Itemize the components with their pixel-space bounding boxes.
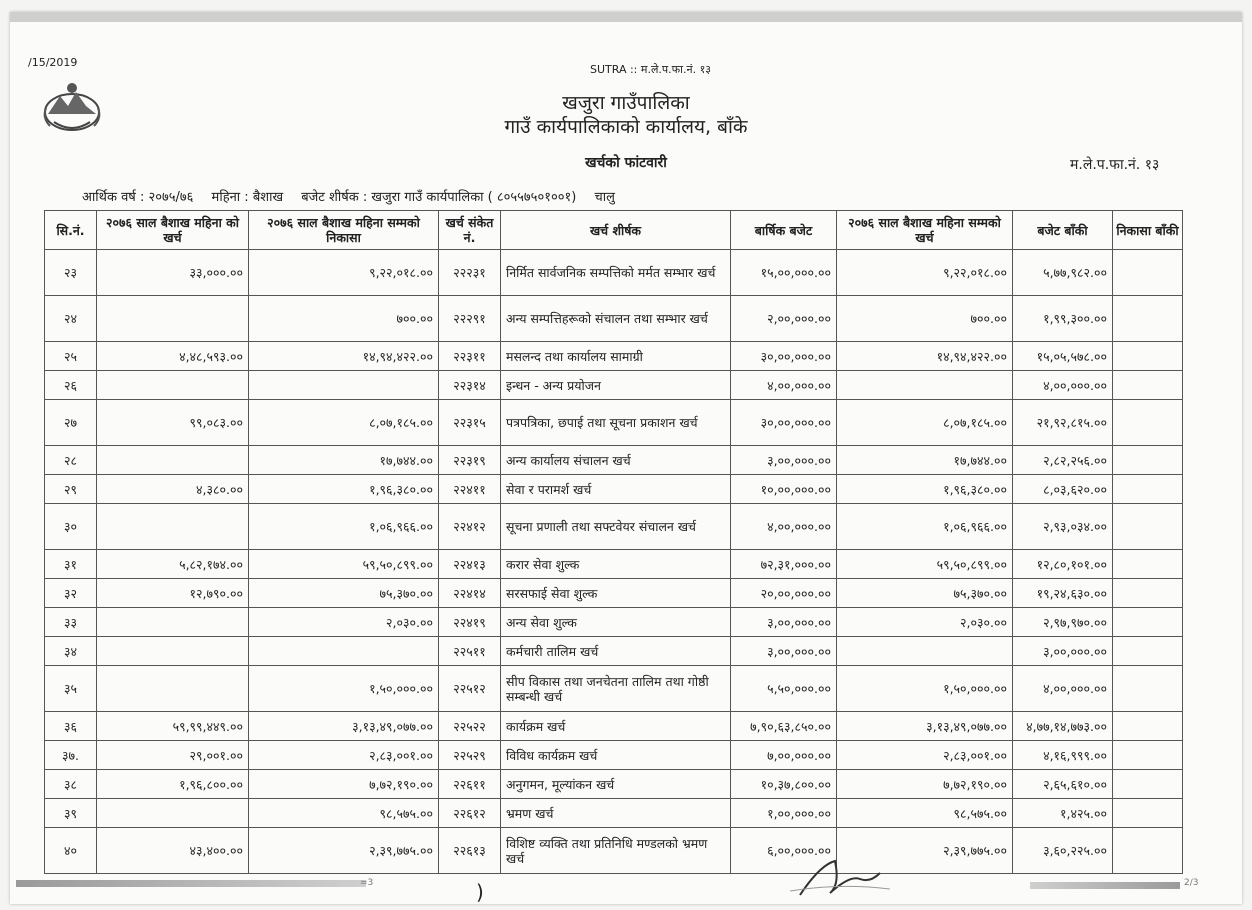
form-reference-top: SUTRA :: म.ले.प.फा.नं. १३ bbox=[590, 63, 712, 76]
month: महिना : बैशाख bbox=[211, 190, 284, 205]
cell-sn: ३० bbox=[45, 504, 97, 550]
document-sheet bbox=[10, 12, 1242, 904]
cell-sn: ४० bbox=[45, 828, 97, 874]
cell-release-balance bbox=[1113, 342, 1183, 371]
cell-release: १,९६,३८०.०० bbox=[249, 475, 439, 504]
status: चालु bbox=[594, 190, 615, 205]
cell-sn: ३९ bbox=[45, 799, 97, 828]
cell-code: २२४१९ bbox=[439, 608, 501, 637]
table-row bbox=[45, 637, 1183, 666]
cell-sn: ३३ bbox=[45, 608, 97, 637]
footer-code: =3 bbox=[360, 878, 374, 888]
budget-head: बजेट शीर्षक : खजुरा गाउँ कार्यपालिका ( ८०५५७५०१००१) bbox=[301, 190, 577, 205]
cell-title: मसलन्द तथा कार्यालय सामाग्री bbox=[501, 342, 731, 371]
table-row bbox=[45, 799, 1183, 828]
scan-footer-bar-left bbox=[16, 880, 366, 887]
cell-release-balance bbox=[1113, 446, 1183, 475]
cell-budget-balance: १५,०५,५७८.०० bbox=[1013, 342, 1113, 371]
col-header-code: खर्च संकेत नं. bbox=[439, 211, 501, 250]
cell-budget-balance: १,९९,३००.०० bbox=[1013, 296, 1113, 342]
col-header-release: २०७६ साल बैशाख महिना सम्मको निकासा bbox=[249, 211, 439, 250]
cell-code: २२६१३ bbox=[439, 828, 501, 874]
cell-release-balance bbox=[1113, 828, 1183, 874]
cell-budget-balance: ४,००,०००.०० bbox=[1013, 371, 1113, 400]
cell-release: ५९,५०,८९९.०० bbox=[249, 550, 439, 579]
cell-budget-balance: ८,०३,६२०.०० bbox=[1013, 475, 1113, 504]
cell-release: ३,१३,४९,०७७.०० bbox=[249, 712, 439, 741]
cell-code: २२४१४ bbox=[439, 579, 501, 608]
cell-annual-budget: ७२,३१,०००.०० bbox=[731, 550, 837, 579]
cell-title: अन्य सम्पत्तिहरूको संचालन तथा सम्भार खर्च bbox=[501, 296, 731, 342]
cell-sn: ३६ bbox=[45, 712, 97, 741]
cell-sn: २९ bbox=[45, 475, 97, 504]
col-header-cumulative-expense: २०७६ साल बैशाख महिना सम्मको खर्च bbox=[837, 211, 1013, 250]
table-row bbox=[45, 400, 1183, 446]
table-row bbox=[45, 504, 1183, 550]
cell-annual-budget: ३,००,०००.०० bbox=[731, 446, 837, 475]
cell-release bbox=[249, 371, 439, 400]
cell-code: २२६१२ bbox=[439, 799, 501, 828]
table-row bbox=[45, 446, 1183, 475]
cell-title: पत्रपत्रिका, छपाई तथा सूचना प्रकाशन खर्च bbox=[501, 400, 731, 446]
fiscal-year: आर्थिक वर्ष : २०७५/७६ bbox=[82, 190, 194, 205]
cell-cumulative-expense: ८,०७,१८५.०० bbox=[837, 400, 1013, 446]
cell-sn: २८ bbox=[45, 446, 97, 475]
cell-release-balance bbox=[1113, 799, 1183, 828]
cell-budget-balance: १,४२५.०० bbox=[1013, 799, 1113, 828]
cell-annual-budget: १०,३७,८००.०० bbox=[731, 770, 837, 799]
cell-budget-balance: ४,१६,९९९.०० bbox=[1013, 741, 1113, 770]
cell-cumulative-expense: ९८,५७५.०० bbox=[837, 799, 1013, 828]
table-row bbox=[45, 712, 1183, 741]
cell-month-expense bbox=[97, 371, 249, 400]
cell-month-expense bbox=[97, 799, 249, 828]
cell-sn: २६ bbox=[45, 371, 97, 400]
cell-cumulative-expense: १,०६,९६६.०० bbox=[837, 504, 1013, 550]
cell-annual-budget: २०,००,०००.०० bbox=[731, 579, 837, 608]
cell-budget-balance: ५,७७,९८२.०० bbox=[1013, 250, 1113, 296]
cell-code: २२४१२ bbox=[439, 504, 501, 550]
cell-cumulative-expense: २,८३,००१.०० bbox=[837, 741, 1013, 770]
cell-month-expense: १,९६,८००.०० bbox=[97, 770, 249, 799]
cell-code: २२३११ bbox=[439, 342, 501, 371]
expense-table bbox=[44, 210, 1183, 874]
cell-annual-budget: १,००,०००.०० bbox=[731, 799, 837, 828]
col-header-month-expense: २०७६ साल बैशाख महिना को खर्च bbox=[97, 211, 249, 250]
cell-annual-budget: ३,००,०००.०० bbox=[731, 608, 837, 637]
cell-release: ७५,३७०.०० bbox=[249, 579, 439, 608]
cell-release-balance bbox=[1113, 475, 1183, 504]
cell-budget-balance: ४,७७,१४,७७३.०० bbox=[1013, 712, 1113, 741]
cell-release: ८,०७,१८५.०० bbox=[249, 400, 439, 446]
cell-release: १,५०,०००.०० bbox=[249, 666, 439, 712]
cell-code: २२५२२ bbox=[439, 712, 501, 741]
cell-budget-balance: २,९३,०३४.०० bbox=[1013, 504, 1113, 550]
cell-code: २२६११ bbox=[439, 770, 501, 799]
cell-code: २२५२९ bbox=[439, 741, 501, 770]
cell-month-expense bbox=[97, 446, 249, 475]
table-row bbox=[45, 608, 1183, 637]
cell-code: २२४१३ bbox=[439, 550, 501, 579]
cell-code: २२२९१ bbox=[439, 296, 501, 342]
cell-release: १,०६,९६६.०० bbox=[249, 504, 439, 550]
cell-release-balance bbox=[1113, 712, 1183, 741]
cell-sn: ३८ bbox=[45, 770, 97, 799]
cell-annual-budget: ४,००,०००.०० bbox=[731, 371, 837, 400]
office-name: गाउँ कार्यपालिकाको कार्यालय, बाँके bbox=[504, 116, 748, 138]
cell-code: २२२३१ bbox=[439, 250, 501, 296]
cell-month-expense: २९,००१.०० bbox=[97, 741, 249, 770]
cell-budget-balance: २१,९२,८१५.०० bbox=[1013, 400, 1113, 446]
cell-sn: ३४ bbox=[45, 637, 97, 666]
table-row bbox=[45, 666, 1183, 712]
cell-cumulative-expense: १,५०,०००.०० bbox=[837, 666, 1013, 712]
table-row bbox=[45, 250, 1183, 296]
cell-cumulative-expense: ९,२२,०१८.०० bbox=[837, 250, 1013, 296]
cell-sn: ३२ bbox=[45, 579, 97, 608]
table-row bbox=[45, 550, 1183, 579]
cell-cumulative-expense: १४,९४,४२२.०० bbox=[837, 342, 1013, 371]
cell-cumulative-expense: २,३९,७७५.०० bbox=[837, 828, 1013, 874]
cell-title: विशिष्ट व्यक्ति तथा प्रतिनिधि मण्डलको भ्रमण खर्च bbox=[501, 828, 731, 874]
cell-title: सेवा र परामर्श खर्च bbox=[501, 475, 731, 504]
cell-code: २२३१५ bbox=[439, 400, 501, 446]
cell-budget-balance: ४,००,०००.०० bbox=[1013, 666, 1113, 712]
cell-code: २२४११ bbox=[439, 475, 501, 504]
scan-footer-bar-right bbox=[1030, 882, 1180, 889]
cell-sn: ३७. bbox=[45, 741, 97, 770]
cell-release-balance bbox=[1113, 741, 1183, 770]
cell-annual-budget: २,००,०००.०० bbox=[731, 296, 837, 342]
cell-month-expense: ५,८२,१७४.०० bbox=[97, 550, 249, 579]
cell-code: २२५१२ bbox=[439, 666, 501, 712]
cell-title: अन्य सेवा शुल्क bbox=[501, 608, 731, 637]
table-row bbox=[45, 296, 1183, 342]
cell-month-expense: ५९,९९,४४९.०० bbox=[97, 712, 249, 741]
cell-title: सरसफाई सेवा शुल्क bbox=[501, 579, 731, 608]
cell-title: इन्धन - अन्य प्रयोजन bbox=[501, 371, 731, 400]
cell-release: २,८३,००१.०० bbox=[249, 741, 439, 770]
cell-cumulative-expense: २,०३०.०० bbox=[837, 608, 1013, 637]
cell-month-expense bbox=[97, 666, 249, 712]
cell-cumulative-expense: १७,७४४.०० bbox=[837, 446, 1013, 475]
table-row bbox=[45, 828, 1183, 874]
cell-sn: २३ bbox=[45, 250, 97, 296]
cell-release-balance bbox=[1113, 504, 1183, 550]
cell-release-balance bbox=[1113, 579, 1183, 608]
table-row bbox=[45, 475, 1183, 504]
cell-budget-balance: १२,८०,१०१.०० bbox=[1013, 550, 1113, 579]
cell-cumulative-expense: ७५,३७०.०० bbox=[837, 579, 1013, 608]
cell-code: २२३१९ bbox=[439, 446, 501, 475]
cell-annual-budget: ६,००,०००.०० bbox=[731, 828, 837, 874]
cell-release: ७००.०० bbox=[249, 296, 439, 342]
cell-sn: ३५ bbox=[45, 666, 97, 712]
organization-name: खजुरा गाउँपालिका bbox=[562, 92, 690, 114]
footer-mark: ) bbox=[476, 880, 484, 904]
table-row bbox=[45, 371, 1183, 400]
cell-month-expense: ९९,०८३.०० bbox=[97, 400, 249, 446]
cell-release-balance bbox=[1113, 637, 1183, 666]
cell-budget-balance: २,८२,२५६.०० bbox=[1013, 446, 1113, 475]
document-meta bbox=[82, 187, 629, 205]
cell-release: ७,७२,१९०.०० bbox=[249, 770, 439, 799]
cell-release-balance bbox=[1113, 400, 1183, 446]
cell-annual-budget: ३०,००,०००.०० bbox=[731, 342, 837, 371]
cell-month-expense: ३३,०००.०० bbox=[97, 250, 249, 296]
cell-cumulative-expense: ७,७२,१९०.०० bbox=[837, 770, 1013, 799]
cell-title: विविध कार्यक्रम खर्च bbox=[501, 741, 731, 770]
cell-annual-budget: ७,९०,६३,८५०.०० bbox=[731, 712, 837, 741]
cell-release: ९८,५७५.०० bbox=[249, 799, 439, 828]
signature-icon bbox=[780, 855, 900, 907]
cell-month-expense bbox=[97, 637, 249, 666]
col-header-release-balance: निकासा बाँकी bbox=[1113, 211, 1183, 250]
form-reference-right: म.ले.प.फा.नं. १३ bbox=[1070, 157, 1160, 173]
cell-title: करार सेवा शुल्क bbox=[501, 550, 731, 579]
cell-code: २२३१४ bbox=[439, 371, 501, 400]
cell-release-balance bbox=[1113, 770, 1183, 799]
cell-release-balance bbox=[1113, 608, 1183, 637]
cell-month-expense bbox=[97, 504, 249, 550]
cell-release-balance bbox=[1113, 550, 1183, 579]
table-row bbox=[45, 741, 1183, 770]
cell-sn: २४ bbox=[45, 296, 97, 342]
cell-annual-budget: ३०,००,०००.०० bbox=[731, 400, 837, 446]
cell-release: २,३९,७७५.०० bbox=[249, 828, 439, 874]
cell-title: कर्मचारी तालिम खर्च bbox=[501, 637, 731, 666]
print-date: /15/2019 bbox=[28, 56, 78, 69]
cell-budget-balance: २,९७,९७०.०० bbox=[1013, 608, 1113, 637]
col-header-budget-balance: बजेट बाँकी bbox=[1013, 211, 1113, 250]
cell-month-expense: ४३,४००.०० bbox=[97, 828, 249, 874]
cell-budget-balance: ३,००,०००.०० bbox=[1013, 637, 1113, 666]
cell-title: कार्यक्रम खर्च bbox=[501, 712, 731, 741]
cell-cumulative-expense: ५९,५०,८९९.०० bbox=[837, 550, 1013, 579]
cell-title: भ्रमण खर्च bbox=[501, 799, 731, 828]
cell-release: ९,२२,०१८.०० bbox=[249, 250, 439, 296]
cell-code: २२५११ bbox=[439, 637, 501, 666]
cell-release-balance bbox=[1113, 666, 1183, 712]
cell-sn: ३१ bbox=[45, 550, 97, 579]
table-row bbox=[45, 579, 1183, 608]
cell-title: सूचना प्रणाली तथा सफ्टवेयर संचालन खर्च bbox=[501, 504, 731, 550]
cell-cumulative-expense bbox=[837, 637, 1013, 666]
cell-annual-budget: १०,००,०००.०० bbox=[731, 475, 837, 504]
cell-month-expense: ४,३८०.०० bbox=[97, 475, 249, 504]
cell-sn: २७ bbox=[45, 400, 97, 446]
cell-release-balance bbox=[1113, 296, 1183, 342]
col-header-title: खर्च शीर्षक bbox=[501, 211, 731, 250]
cell-title: निर्मित सार्वजनिक सम्पत्तिको मर्मत सम्भार खर्च bbox=[501, 250, 731, 296]
cell-release-balance bbox=[1113, 250, 1183, 296]
cell-release bbox=[249, 637, 439, 666]
col-header-sn: सि.नं. bbox=[45, 211, 97, 250]
cell-annual-budget: ४,००,०००.०० bbox=[731, 504, 837, 550]
cell-budget-balance: १९,२४,६३०.०० bbox=[1013, 579, 1113, 608]
cell-release: १४,९४,४२२.०० bbox=[249, 342, 439, 371]
cell-budget-balance: ३,६०,२२५.०० bbox=[1013, 828, 1113, 874]
cell-annual-budget: १५,००,०००.०० bbox=[731, 250, 837, 296]
page-number: 2/3 bbox=[1184, 878, 1199, 888]
cell-month-expense bbox=[97, 608, 249, 637]
cell-release: २,०३०.०० bbox=[249, 608, 439, 637]
table-body bbox=[45, 250, 1183, 874]
document-title: खर्चको फांटवारी bbox=[585, 155, 667, 171]
cell-month-expense bbox=[97, 296, 249, 342]
cell-sn: २५ bbox=[45, 342, 97, 371]
cell-title: अन्य कार्यालय संचालन खर्च bbox=[501, 446, 731, 475]
cell-annual-budget: ७,००,०००.०० bbox=[731, 741, 837, 770]
cell-cumulative-expense bbox=[837, 371, 1013, 400]
cell-release: १७,७४४.०० bbox=[249, 446, 439, 475]
cell-annual-budget: ३,००,०००.०० bbox=[731, 637, 837, 666]
table-header-row bbox=[45, 211, 1183, 250]
cell-cumulative-expense: ७००.०० bbox=[837, 296, 1013, 342]
cell-annual-budget: ५,५०,०००.०० bbox=[731, 666, 837, 712]
scan-top-edge bbox=[10, 12, 1242, 22]
cell-month-expense: १२,७९०.०० bbox=[97, 579, 249, 608]
cell-cumulative-expense: १,९६,३८०.०० bbox=[837, 475, 1013, 504]
cell-release-balance bbox=[1113, 371, 1183, 400]
col-header-annual-budget: बार्षिक बजेट bbox=[731, 211, 837, 250]
cell-title: सीप विकास तथा जनचेतना तालिम तथा गोष्ठी सम्बन्धी खर्च bbox=[501, 666, 731, 712]
cell-budget-balance: २,६५,६१०.०० bbox=[1013, 770, 1113, 799]
table-row bbox=[45, 342, 1183, 371]
table-row bbox=[45, 770, 1183, 799]
cell-title: अनुगमन, मूल्यांकन खर्च bbox=[501, 770, 731, 799]
cell-cumulative-expense: ३,१३,४९,०७७.०० bbox=[837, 712, 1013, 741]
cell-month-expense: ४,४८,५९३.०० bbox=[97, 342, 249, 371]
